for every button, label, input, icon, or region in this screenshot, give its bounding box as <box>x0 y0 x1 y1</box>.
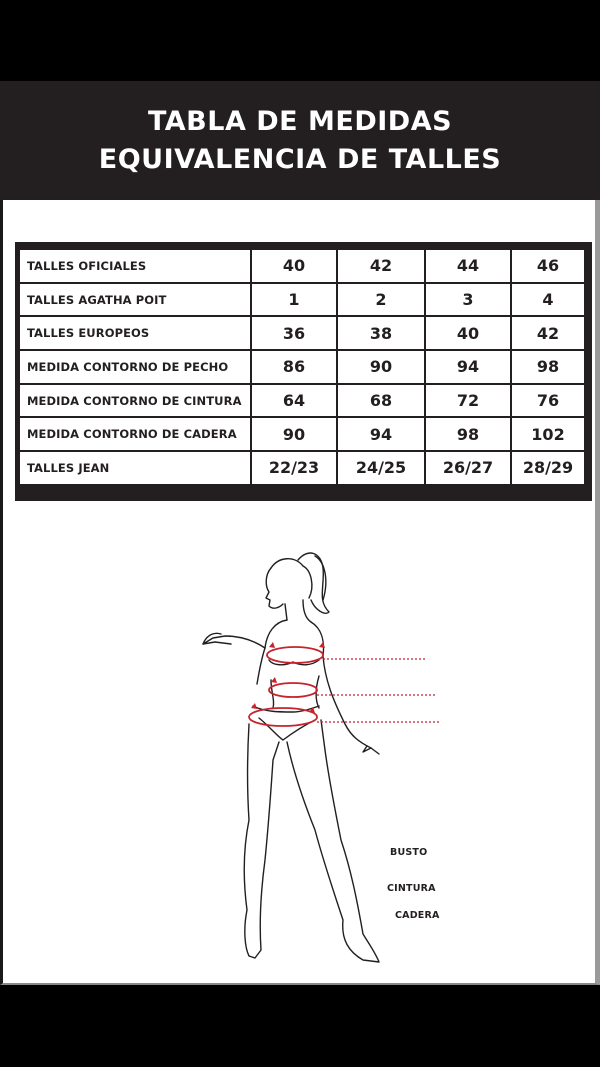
cintura-label: CINTURA <box>387 883 436 894</box>
top-black-bar <box>0 0 600 81</box>
row-label: MEDIDA CONTORNO DE CADERA <box>19 417 251 451</box>
cell-value: 90 <box>337 350 425 384</box>
cell-value: 102 <box>511 417 585 451</box>
cell-value: 24/25 <box>337 451 425 485</box>
row-label: TALLES JEAN <box>19 451 251 485</box>
table-row <box>19 384 585 418</box>
busto-label: BUSTO <box>390 847 428 858</box>
cell-value: 38 <box>337 316 425 350</box>
cell-value: 1 <box>251 283 337 317</box>
cell-value: 26/27 <box>425 451 511 485</box>
cell-value: 98 <box>425 417 511 451</box>
bottom-black-bar <box>0 987 600 1067</box>
cell-value: 94 <box>425 350 511 384</box>
cell-value: 76 <box>511 384 585 418</box>
size-table-frame <box>15 242 592 501</box>
cell-value: 44 <box>425 249 511 283</box>
header-banner <box>0 81 600 200</box>
cell-value: 42 <box>337 249 425 283</box>
row-label: MEDIDA CONTORNO DE PECHO <box>19 350 251 384</box>
cell-value: 72 <box>425 384 511 418</box>
cell-value: 4 <box>511 283 585 317</box>
cell-value: 40 <box>425 316 511 350</box>
cell-value: 22/23 <box>251 451 337 485</box>
row-label: TALLES EUROPEOS <box>19 316 251 350</box>
table-row <box>19 283 585 317</box>
cell-value: 64 <box>251 384 337 418</box>
cell-value: 2 <box>337 283 425 317</box>
page-title-line-2: EQUIVALENCIA DE TALLES <box>98 143 502 175</box>
table-row <box>19 249 585 283</box>
cell-value: 90 <box>251 417 337 451</box>
page-title-line-1: TABLA DE MEDIDAS <box>147 105 453 137</box>
body-measurement-figure <box>193 540 453 980</box>
cell-value: 94 <box>337 417 425 451</box>
row-label: TALLES AGATHA POIT <box>19 283 251 317</box>
cell-value: 98 <box>511 350 585 384</box>
cell-value: 36 <box>251 316 337 350</box>
table-row <box>19 417 585 451</box>
cell-value: 40 <box>251 249 337 283</box>
table-row <box>19 451 585 485</box>
cell-value: 42 <box>511 316 585 350</box>
table-row <box>19 316 585 350</box>
row-label: TALLES OFICIALES <box>19 249 251 283</box>
row-label: MEDIDA CONTORNO DE CINTURA <box>19 384 251 418</box>
cell-value: 46 <box>511 249 585 283</box>
cadera-label: CADERA <box>395 910 440 921</box>
table-row <box>19 350 585 384</box>
cell-value: 68 <box>337 384 425 418</box>
cell-value: 28/29 <box>511 451 585 485</box>
content-page <box>0 200 600 985</box>
cell-value: 86 <box>251 350 337 384</box>
size-table <box>18 248 586 486</box>
cell-value: 3 <box>425 283 511 317</box>
